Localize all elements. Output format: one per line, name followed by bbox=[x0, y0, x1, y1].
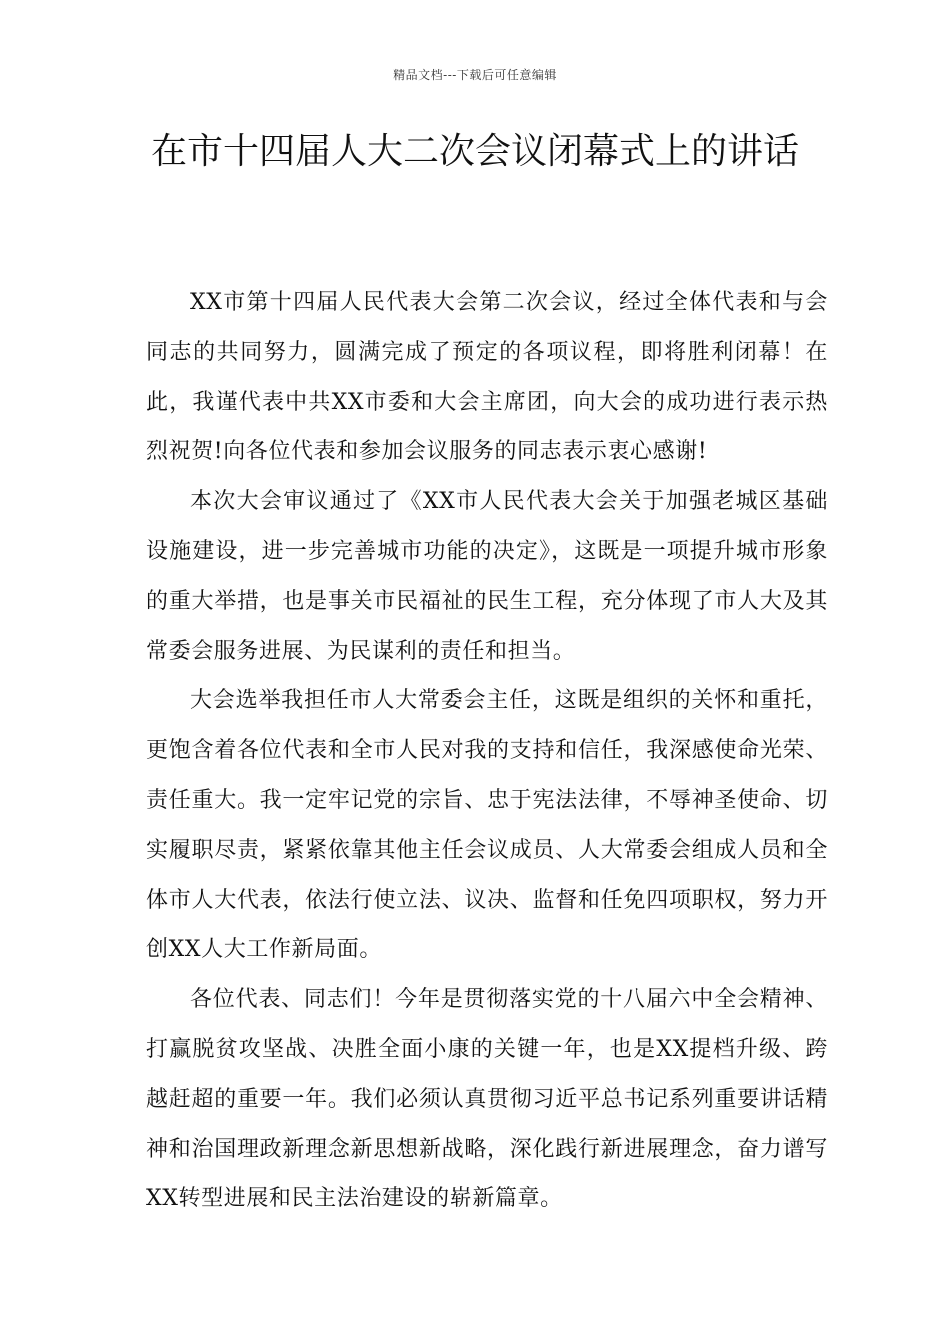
document-body bbox=[146, 278, 828, 1224]
paragraph-1: XX市第十四届人民代表大会第二次会议，经过全体代表和与会同志的共同努力，圆满完成了预定的各项议程，即将胜利闭幕！在此，我谨代表中共XX市委和大会主席团，向大会的成功进行表示热烈祝贺!向各位代表和参加会议服务的同志表示衷心感谢! bbox=[146, 290, 828, 465]
document-title: 在市十四届人大二次会议闭幕式上的讲话 bbox=[150, 131, 799, 172]
paragraph-2: 本次大会审议通过了《XX市人民代表大会关于加强老城区基础设施建设，进一步完善城市功能的决定》，这既是一项提升城市形象的重大举措，也是事关市民福祉的民生工程，充分体现了市人大及其常委会服务进展、为民谋利的责任和担当。 bbox=[146, 489, 828, 664]
paragraph-3: 大会选举我担任市人大常委会主任，这既是组织的关怀和重托，更饱含着各位代表和全市人民对我的支持和信任，我深感使命光荣、责任重大。我一定牢记党的宗旨、忠于宪法法律，不辱神圣使命、切实履职尽责，紧紧依靠其他主任会议成员、人大常委会组成人员和全体市人大代表，依法行使立法、议决、监督和任免四项职权，努力开创XX人大工作新局面。 bbox=[146, 688, 828, 963]
paragraph-4: 各位代表、同志们！今年是贯彻落实党的十八届六中全会精神、打赢脱贫攻坚战、决胜全面小康的关键一年，也是XX提档升级、跨越赶超的重要一年。我们必须认真贯彻习近平总书记系列重要讲话精神和治国理政新理念新思想新战略，深化践行新进展理念，奋力谱写XX转型进展和民主法治建设的崭新篇章。 bbox=[146, 987, 828, 1212]
header-note: 精品文档---下载后可任意编辑 bbox=[393, 68, 557, 82]
